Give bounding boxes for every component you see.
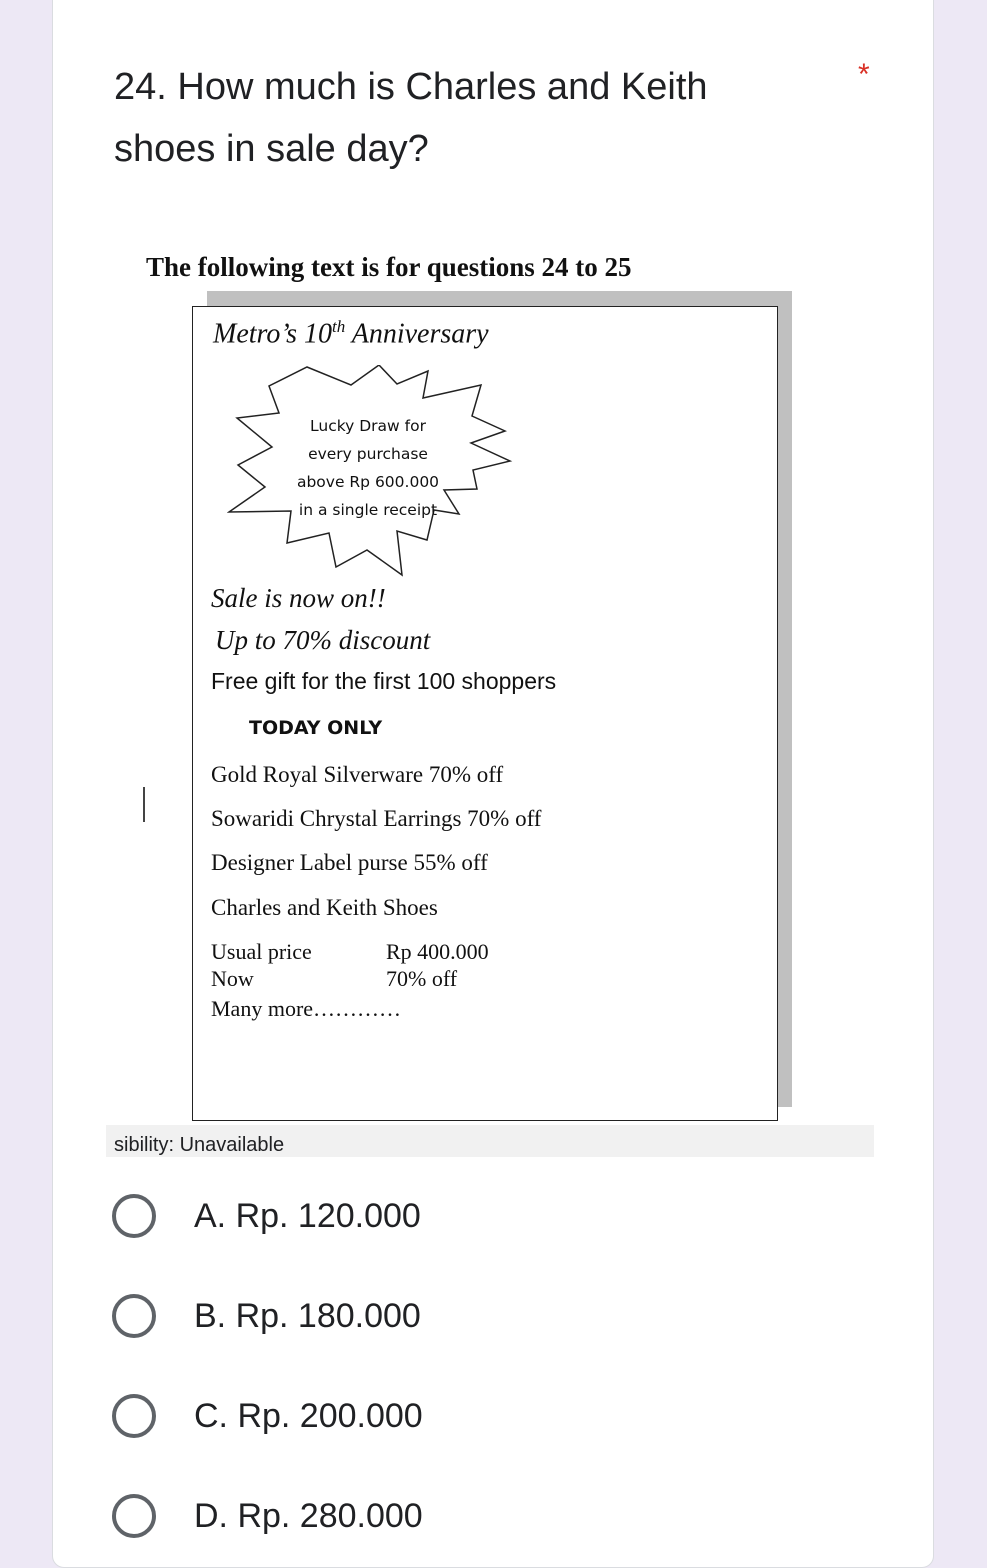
radio-icon[interactable] (112, 1394, 156, 1438)
starburst-text (288, 412, 448, 524)
ad-today: TODAY ONLY (249, 717, 383, 739)
many-more: Many more………… (211, 996, 402, 1021)
option-d[interactable] (112, 1488, 712, 1544)
radio-icon[interactable] (112, 1294, 156, 1338)
ad-discount: Up to 70% discount (215, 625, 431, 655)
usual-price-label: Usual price (211, 939, 312, 964)
option-label: A. Rp. 120.000 (194, 1196, 421, 1235)
radio-icon[interactable] (112, 1494, 156, 1538)
option-label: C. Rp. 200.000 (194, 1396, 423, 1435)
passage-intro: The following text is for questions 24 to 25 (146, 252, 632, 282)
question-title: 24. How much is Charles and Keith shoes in sale day? (114, 66, 708, 170)
ad-title-suffix: Anniversary (345, 318, 489, 350)
option-b[interactable] (112, 1288, 712, 1344)
ad-item: Designer Label purse 55% off (211, 850, 488, 875)
ad-title-sup: th (332, 317, 346, 336)
ad-item: Gold Royal Silverware 70% off (211, 762, 504, 787)
radio-icon[interactable] (112, 1194, 156, 1238)
option-label: D. Rp. 280.000 (194, 1496, 423, 1535)
ad-image (192, 306, 778, 1121)
starburst-line: Lucky Draw for (310, 417, 426, 435)
ad-item: Sowaridi Chrystal Earrings 70% off (211, 806, 542, 831)
starburst-line: above Rp 600.000 (296, 473, 440, 491)
ad-item: Charles and Keith Shoes (211, 895, 438, 920)
ad-sale: Sale is now on!! (211, 583, 386, 613)
option-c[interactable] (112, 1388, 712, 1444)
required-asterisk: * (858, 58, 870, 91)
option-a[interactable] (112, 1188, 712, 1244)
now-label: Now (211, 966, 254, 991)
option-label: B. Rp. 180.000 (194, 1296, 421, 1335)
ad-title-prefix: Metro’s 10 (213, 318, 332, 350)
ad-gift: Free gift for the first 100 shoppers (211, 668, 557, 694)
accessibility-overlay-text: sibility: Unavailable (114, 1134, 285, 1156)
ad-title (213, 317, 489, 350)
text-cursor-icon (143, 787, 145, 822)
starburst-line: every purchase (308, 445, 428, 463)
starburst-line: in a single receipt (298, 501, 438, 519)
usual-price-value: Rp 400.000 (386, 939, 489, 964)
now-value: 70% off (386, 966, 458, 991)
